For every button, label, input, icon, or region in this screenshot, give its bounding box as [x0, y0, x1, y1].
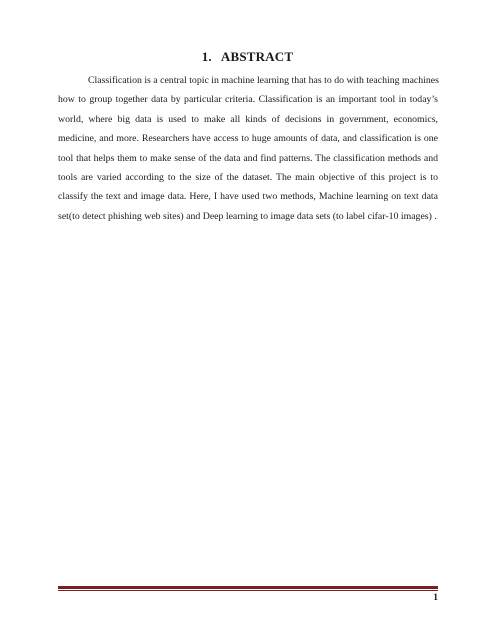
footer-rule-thin: [58, 590, 438, 591]
abstract-line: tool that helps them to make sense of the data and find patterns. The classification methods and: [58, 152, 438, 164]
section-title: ABSTRACT: [220, 49, 294, 64]
abstract-line: set(to detect phishing web sites) and Deep learning to image data sets (to label cifar-10 images) .: [58, 210, 437, 222]
footer-rule-thick: [58, 586, 438, 589]
abstract-line: how to group together data by particular criteria. Classification is an important tool in today’s: [58, 94, 438, 106]
abstract-line: tools are varied according to the size of the dataset. The main objective of this project is to: [58, 172, 438, 184]
abstract-paragraph: [58, 71, 438, 226]
abstract-line: medicine, and more. Researchers have access to huge amounts of data, and classification is one: [58, 133, 438, 145]
section-heading: [0, 49, 495, 65]
page-number: 1: [433, 593, 438, 603]
abstract-line: world, where big data is used to make all kinds of decisions in government, economics,: [58, 113, 438, 125]
section-number: 1.: [201, 49, 212, 64]
abstract-line: classify the text and image data. Here, I have used two methods, Machine learning on text data: [58, 191, 438, 203]
abstract-line: Classification is a central topic in machine learning that has to do with teaching machines: [88, 75, 439, 86]
